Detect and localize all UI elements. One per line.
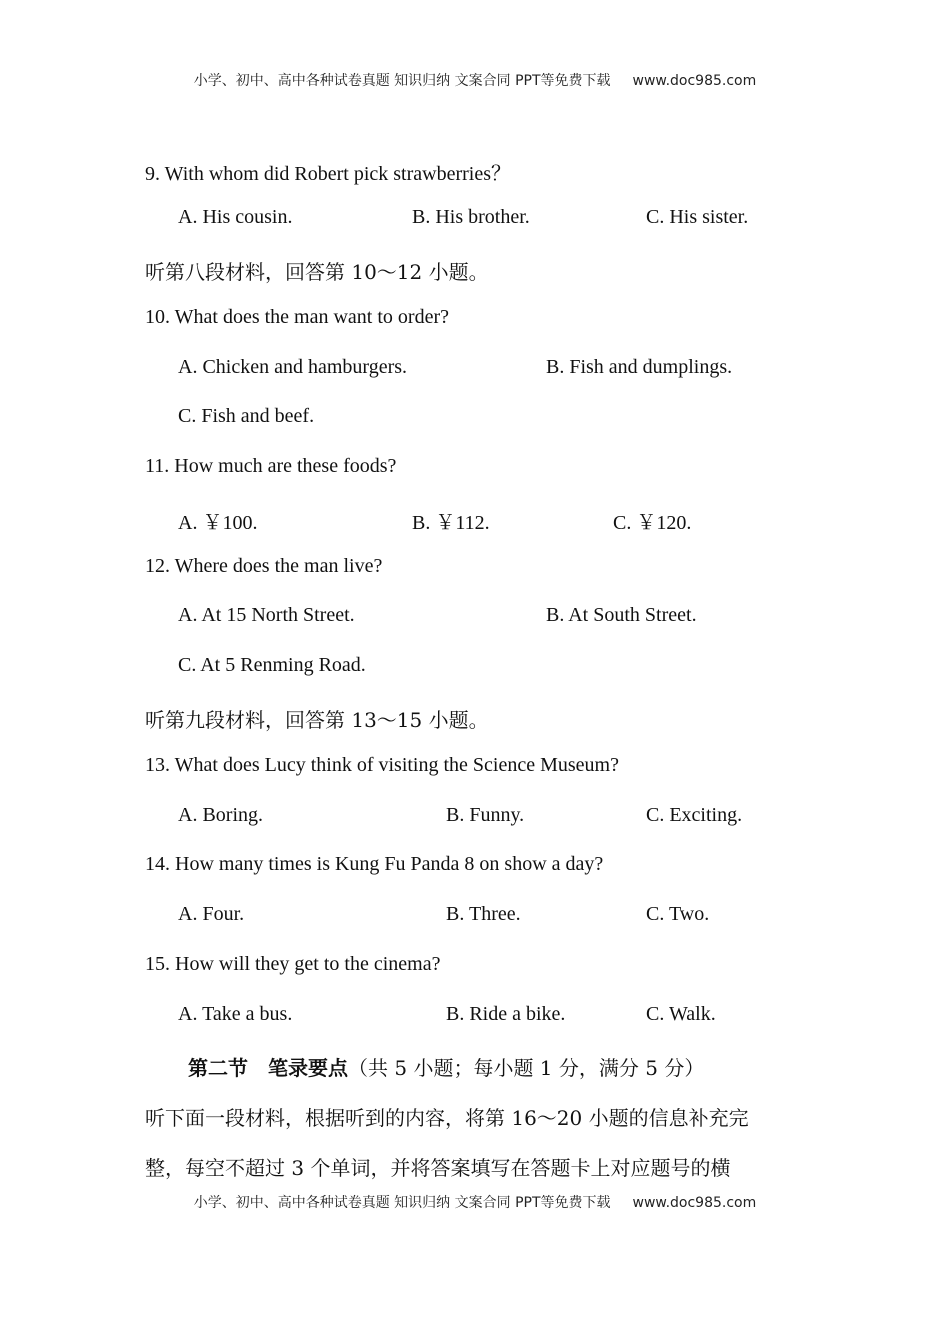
question-12-option-a: A. At 15 North Street.: [178, 604, 355, 626]
question-10-option-c: C. Fish and beef.: [178, 405, 315, 427]
question-13-option-c: C. Exciting.: [646, 804, 743, 826]
page-header: [0, 70, 950, 90]
footer-text: 小学、初中、高中各种试卷真题 知识归纳 文案合同 PPT等免费下载: [193, 1195, 611, 1211]
question-9-option-a: A. His cousin.: [178, 206, 293, 228]
question-11-option-b: B. ￥112.: [412, 512, 490, 534]
question-15-stem: 15. How will they get to the cinema?: [145, 953, 441, 975]
question-12-option-b: B. At South Street.: [546, 604, 697, 626]
question-9-option-b: B. His brother.: [412, 206, 530, 228]
question-15-option-b: B. Ride a bike.: [446, 1003, 566, 1025]
section-2-title: 第二节 笔录要点: [188, 1056, 348, 1080]
question-11-option-a: A. ￥100.: [178, 512, 258, 534]
header-site-link[interactable]: www.doc985.com: [632, 73, 757, 89]
question-13-stem: 13. What does Lucy think of visiting the Science Museum?: [145, 754, 619, 776]
question-13-option-a: A. Boring.: [178, 804, 263, 826]
instruction-paragraph-line-1: 听下面一段材料，根据听到的内容，将第 16～20 小题的信息补充完: [145, 1106, 749, 1130]
instruction-section-8: 听第八段材料，回答第 10～12 小题。: [145, 260, 489, 284]
question-11-option-c: C. ￥120.: [613, 512, 692, 534]
question-15-option-c: C. Walk.: [646, 1003, 716, 1025]
section-2-heading: [188, 1052, 704, 1081]
page-footer: [0, 1192, 950, 1212]
footer-site-link[interactable]: www.doc985.com: [632, 1195, 757, 1211]
question-12-option-c: C. At 5 Renming Road.: [178, 654, 366, 676]
instruction-section-9: 听第九段材料，回答第 13～15 小题。: [145, 708, 489, 732]
question-10-option-b: B. Fish and dumplings.: [546, 356, 733, 378]
question-14-option-b: B. Three.: [446, 903, 521, 925]
question-10-option-a: A. Chicken and hamburgers.: [178, 356, 408, 378]
question-14-stem: 14. How many times is Kung Fu Panda 8 on show a day?: [145, 853, 604, 875]
question-9-option-c: C. His sister.: [646, 206, 749, 228]
question-9-stem: 9. With whom did Robert pick strawberries？: [145, 163, 511, 185]
section-2-note: （共 5 小题；每小题 1 分，满分 5 分）: [348, 1056, 705, 1080]
question-11-stem: 11. How much are these foods?: [145, 455, 397, 477]
question-14-option-a: A. Four.: [178, 903, 245, 925]
header-text: 小学、初中、高中各种试卷真题 知识归纳 文案合同 PPT等免费下载: [193, 73, 611, 89]
question-15-option-a: A. Take a bus.: [178, 1003, 293, 1025]
question-14-option-c: C. Two.: [646, 903, 710, 925]
question-13-option-b: B. Funny.: [446, 804, 525, 826]
instruction-paragraph-line-2: 整，每空不超过 3 个单词，并将答案填写在答题卡上对应题号的横: [145, 1156, 731, 1180]
question-10-stem: 10. What does the man want to order?: [145, 306, 449, 328]
question-12-stem: 12. Where does the man live?: [145, 555, 383, 577]
